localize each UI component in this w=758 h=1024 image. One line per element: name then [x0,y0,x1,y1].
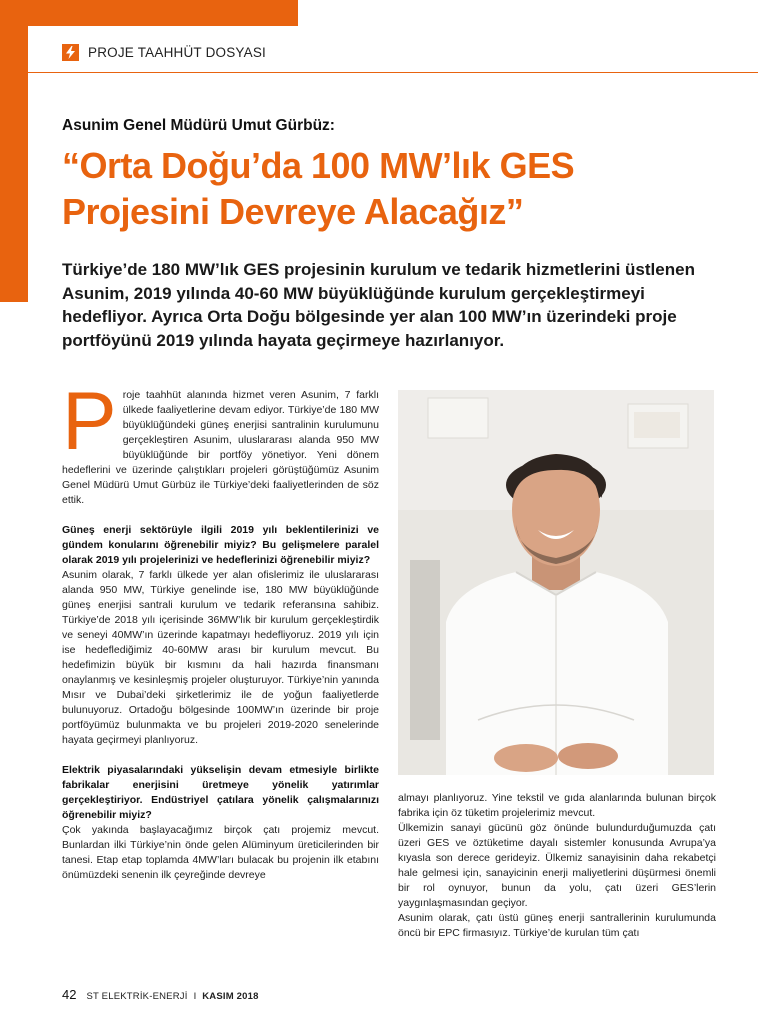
headline-line-1: “Orta Doğu’da 100 MW’lık GES [62,145,575,186]
answer-2: Çok yakında başlayacağımız birçok çatı projemiz mevcut. Bunlardan ilki Türkiye’nin önde gelen Alüminyum üreticilerinden bir tanesi. Etap etap toplamda 4MW’ları bulacak bu projenin ilk etabını önümüzdeki senenin ilk çeyreğinde devreye [62,824,379,881]
page-footer [62,987,259,1002]
portrait-photo [398,390,714,775]
side-accent-bar [0,26,28,302]
header-divider [28,72,758,73]
article-lead: Türkiye’de 180 MW’lık GES projesinin kurulum ve tedarik hizmetlerini üstlenen Asunim, 2019 yılında 40-60 MW büyüklüğünde kurulum gerçekleştirmeyi hedefliyor. Ayrıca Orta Doğu bölgesinde yer alan 100 MW’ın üzerindeki proje portföyünü 2019 yılında hayata geçirmeye hazırlanıyor. [62,260,695,350]
top-accent-bar [0,0,298,26]
right-column [398,791,716,941]
section-header [62,44,266,61]
right-paragraph-1: almayı planlıyoruz. Yine tekstil ve gıda alanlarında bulunan birçok fabrika için öz tüketim projelerimiz mevcut. [398,792,716,819]
intro-paragraph [62,376,379,508]
question-2: Elektrik piyasalarındaki yükselişin devam etmesiyle birlikte fabrikalar enerjisini üretmeye yönelik yatırımlar gerçekleştiriyor. Endüstriyel çatılara yönelik çalışmalarınızı öğrenebilir miyiz? [62,764,379,821]
footer-separator: I [193,991,197,1002]
intro-text: roje taahhüt alanında hizmet veren Asunim, 7 farklı ülkede faaliyetlerine devam ediyor. Türkiye’de 180 MW büyüklüğündeki güneş enerjisi santralinin kurulumunu gerçekleştiren Asunim, uluslararası alanda 950 MW büyüklüğünde bir portföy yönetiyor. Yeni dönem hedeflerini ve üzerinde çalıştıkları projeleri görüştüğümüz Asunim Genel Müdürü Umut Gürbüz ile Türkiye’deki faaliyetlerinden de söz ettik. [62,389,379,506]
magazine-name: ST ELEKTRİK-ENERJİ [86,991,188,1002]
right-paragraph-2: Ülkemizin sanayi gücünü göz önünde bulundurduğumuzda çatı üzeri GES ve öztüketime dayalı sistemler konusunda Avrupa’ya kıyasla son derece gerideyiz. Ülkemiz sanayisinin daha rekabetçi hale gelmesi için, sanayicinin enerji maliyetlerini düşürmesi önemli bir rol oynuyor, bunun da yolu, çatı üzeri GES’lerin yaygınlaşmasından geçiyor. [398,822,716,909]
issue-date: KASIM 2018 [202,991,259,1002]
article-kicker: Asunim Genel Müdürü Umut Gürbüz: [62,117,335,134]
article-headline [62,143,742,235]
page-number: 42 [62,987,77,1002]
section-title: PROJE TAAHHÜT DOSYASI [88,45,266,60]
left-column [62,376,379,883]
headline-line-2: Projesini Devreye Alacağız” [62,191,524,232]
question-1: Güneş enerji sektörüyle ilgili 2019 yılı beklentilerinizi ve gündem konularını öğrenebilir miyiz? Bu gelişmelere paralel olarak 2019 yılı projelerinizi ve hedeflerinizi öğrenebilir miyiz? [62,524,379,566]
drop-cap: P [62,376,117,467]
answer-1: Asunim olarak, 7 farklı ülkede yer alan ofislerimiz ile uluslararası alanda 950 MW, Türkiye genelinde ise, 180 MW büyüklüğünde güneş enerjisi santrali kurulum ve tedarik referansına sahibiz. Türkiye’de 2018 yılı içerisinde 36MW’lık bir kurulum gerçekleştirdik ve seneyi 40MW’ın üzerinde kapatmayı hedefliyoruz. 2019 yılı için ise hedeflediğimiz 40-60MW arası bir kurulum mevcut. Bu hedefimizin büyük bir kısmını da hali hazırda finansmanı onaylanmış ve kesinleşmiş projeler oluşturuyor. Türkiye’nin yanında Mısır ve Dubai’deki şirketlerimiz ile de yoğun faaliyetlerde bulunuyoruz. Ortadoğu bölgesinde 100MW’ın üzerinde bir proje portföyümüz bulunmakta ve bu projeleri 2019-2020 senelerinde hayata geçirmeyi planlıyoruz. [62,569,379,746]
lightning-bolt-icon [62,44,79,61]
right-paragraph-3: Asunim olarak, çatı üstü güneş enerji santrallerinin kurulumunda öncü bir EPC firmasıyız. Türkiye’de kurulan tüm çatı [398,912,716,939]
